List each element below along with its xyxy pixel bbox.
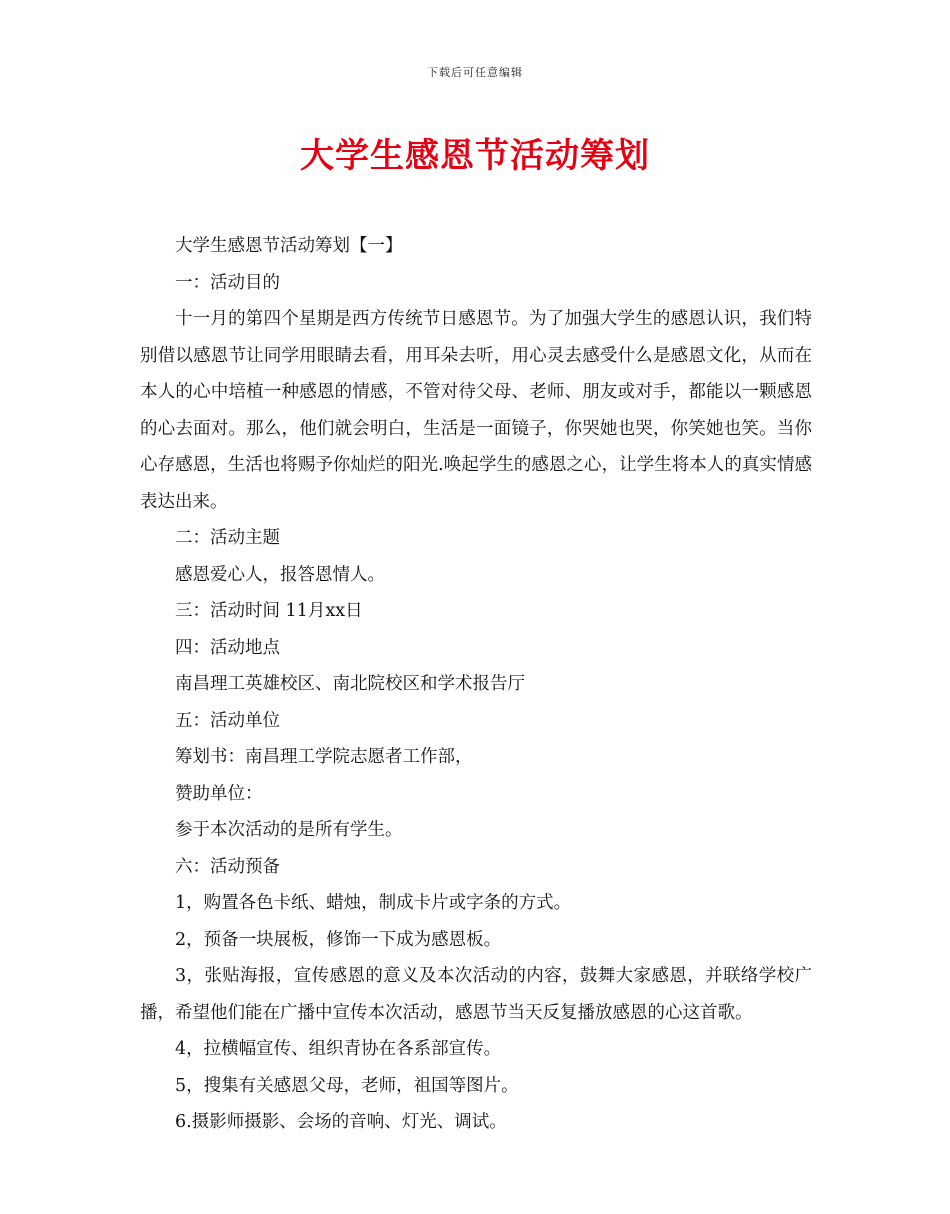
list-item-prep-5: 5，搜集有关感恩父母，老师，祖国等图片。 <box>175 1075 519 1096</box>
section-heading-location: 四：活动地点 <box>175 637 280 658</box>
paragraph-planner: 筹划书：南昌理工学院志愿者工作部， <box>175 747 473 767</box>
section-heading-preparation: 六：活动预备 <box>175 856 280 877</box>
section-heading-purpose: 一：活动目的 <box>175 272 280 293</box>
paragraph-theme: 感恩爱心人，报答恩情人。 <box>175 564 385 585</box>
section-heading-organizer: 五：活动单位 <box>175 710 280 731</box>
document-body <box>140 228 812 1141</box>
paragraph-purpose: 十一月的第四个星期是西方传统节日感恩节。为了加强大学生的感恩认识，我们特别借以感恩节让同学用眼睛去看，用耳朵去听，用心灵去感受什么是感恩文化，从而在本人的心中培植一种感恩的情感，不管对待父母、老师、朋友或对手，都能以一颗感恩的心去面对。那么，他们就会明白，生活是一面镜子，你哭她也哭，你笑她也笑。当你心存感恩，生活也将赐予你灿烂的阳光.唤起学生的感恩之心，让学生将本人的真实情感表达出来。 <box>140 309 812 512</box>
list-item-prep-3: 3，张贴海报，宣传感恩的意义及本次活动的内容，鼓舞大家感恩，并联络学校广播，希望他们能在广播中宣传本次活动，感恩节当天反复播放感恩的心这首歌。 <box>140 966 812 1023</box>
list-item-prep-1: 1，购置各色卡纸、蜡烛，制成卡片或字条的方式。 <box>175 893 572 913</box>
section-heading: 大学生感恩节活动筹划【一】 <box>175 236 403 256</box>
paragraph-participants: 参于本次活动的是所有学生。 <box>175 820 403 840</box>
document-title: 大学生感恩节活动筹划 <box>300 136 650 176</box>
list-item-prep-2: 2，预备一块展板，修饰一下成为感恩板。 <box>175 929 502 950</box>
paragraph-sponsor: 赞助单位： <box>175 783 263 804</box>
list-item-prep-6: 6.摄影师摄影、会场的音响、灯光、调试。 <box>175 1112 507 1132</box>
header-note: 下载后可任意编辑 <box>427 66 523 79</box>
list-item-prep-4: 4，拉横幅宣传、组织青协在各系部宣传。 <box>175 1039 502 1059</box>
paragraph-location: 南昌理工英雄校区、南北院校区和学术报告厅 <box>175 674 525 694</box>
section-heading-theme: 二：活动主题 <box>175 528 280 548</box>
paragraph-time: 三：活动时间 11月xx日 <box>175 601 363 621</box>
